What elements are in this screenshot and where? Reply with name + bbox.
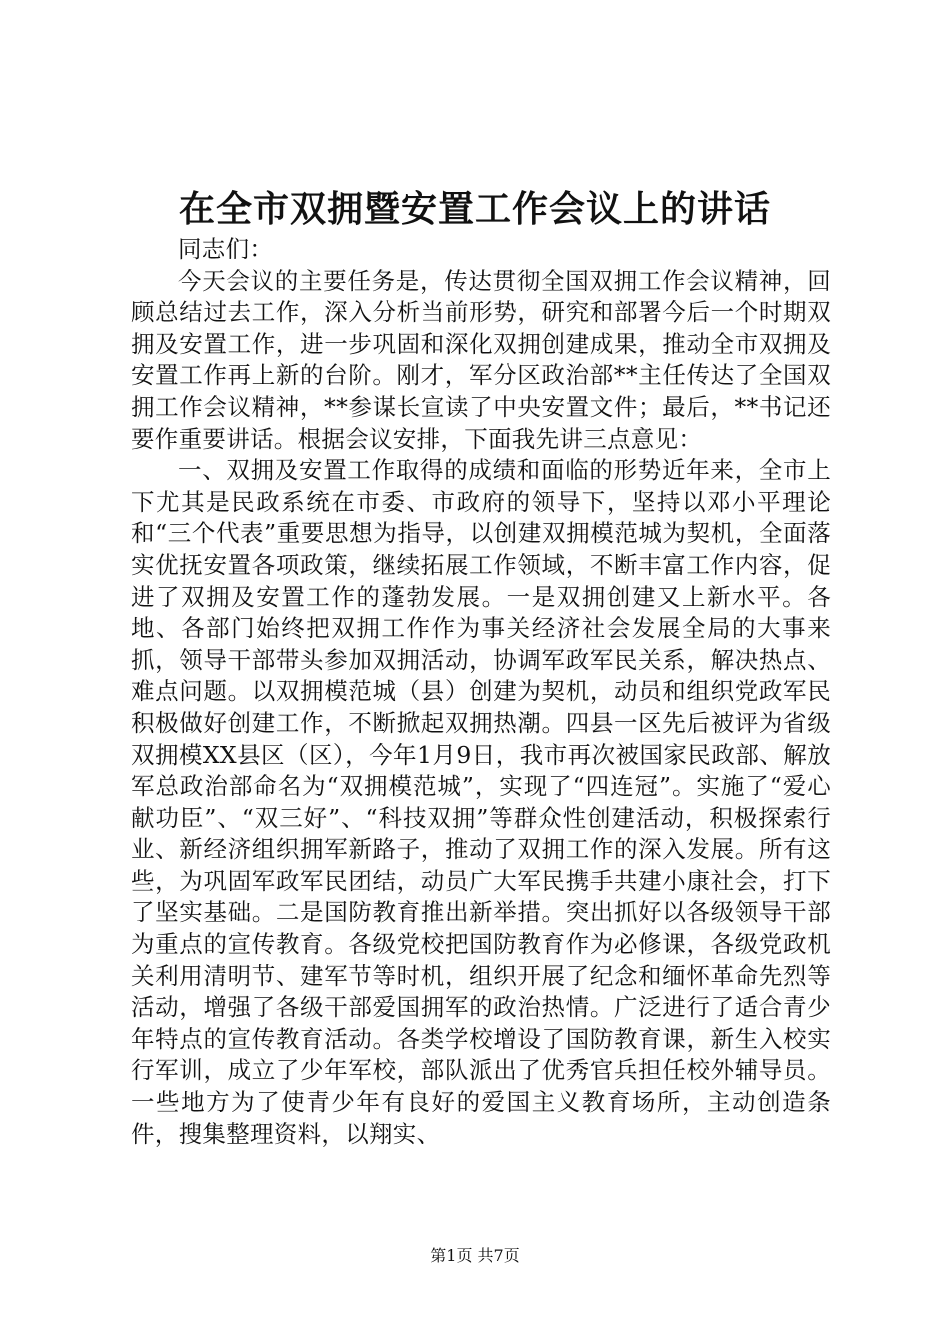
- salutation-paragraph: 同志们：: [178, 235, 274, 263]
- page-title: 在全市双拥暨安置工作会议上的讲话: [178, 188, 771, 230]
- section-one-paragraph: 一、双拥及安置工作取得的成绩和面临的形势近年来，全市上下尤其是民政系统在市委、市政府的领导下，坚持以邓小平理论和“三个代表”重要思想为指导，以创建双拥模范城为契机，全面落实优抚安置各项政策，继续拓展工作领域，不断丰富工作内容，促进了双拥及安置工作的蓬勃发展。一是双拥创建又上新水平。各地、各部门始终把双拥工作作为事关经济社会发展全局的大事来抓，领导干部带头参加双拥活动，协调军政军民关系，解决热点、难点问题。以双拥模范城（县）创建为契机，动员和组织党政军民积极做好创建工作，不断掀起双拥热潮。四县一区先后被评为省级双拥模XX县区（区），今年1月9日，我市再次被国家民政部、解放军总政治部命名为“双拥模范城”，实现了“四连冠”。实施了“爱心献功臣”、“双三好”、“科技双拥”等群众性创建活动，积极探索行业、新经济组织拥军新路子，推动了双拥工作的深入发展。所有这些，为巩固军政军民团结，动员广大军民携手共建小康社会，打下了坚实基础。二是国防教育推出新举措。突出抓好以各级领导干部为重点的宣传教育。各级党校把国防教育作为必修课，各级党政机关利用清明节、建军节等时机，组织开展了纪念和缅怀革命先烈等活动，增强了各级干部爱国拥军的政治热情。广泛进行了适合青少年特点的宣传教育活动。各类学校增设了国防教育课，新生入校实行军训，成立了少年军校，部队派出了优秀官兵担任校外辅导员。一些地方为了使青少年有良好的爱国主义教育场所，主动创造条件，搜集整理资料，以翔实、: [131, 456, 831, 1148]
- page-footer: 第1页 共7页: [430, 1246, 520, 1265]
- intro-paragraph: 今天会议的主要任务是，传达贯彻全国双拥工作会议精神，回顾总结过去工作，深入分析当前形势，研究和部署今后一个时期双拥及安置工作，进一步巩固和深化双拥创建成果，推动全市双拥及安置工作再上新的台阶。刚才，军分区政治部**主任传达了全国双拥工作会议精神，**参谋长宣读了中央安置文件；最后，**书记还要作重要讲话。根据会议安排，下面我先讲三点意见：: [131, 266, 831, 453]
- document-body: [131, 234, 831, 1150]
